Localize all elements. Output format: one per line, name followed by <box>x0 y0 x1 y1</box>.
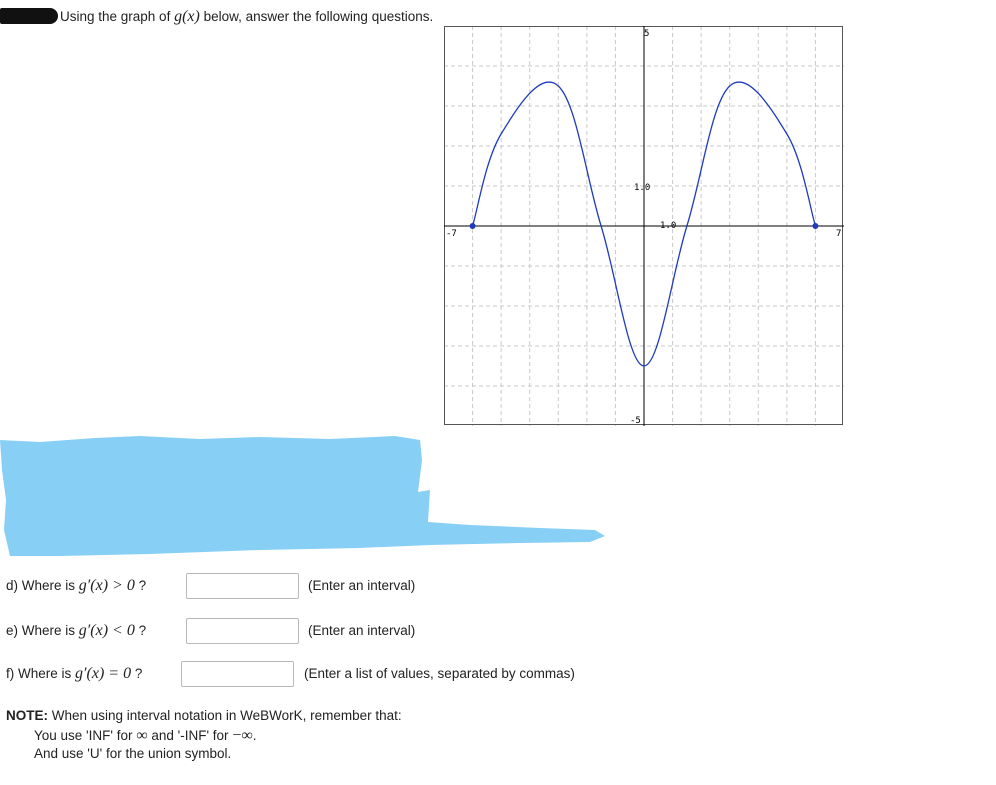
redaction-shape <box>0 436 605 556</box>
question-d-math: g′(x) > 0 <box>78 577 135 594</box>
prompt-function: g(x) <box>174 8 200 25</box>
note-line1-text: When using interval notation in WeBWorK, remember that: <box>48 708 402 723</box>
infinity-symbol: ∞ <box>136 727 148 744</box>
redaction-scribble <box>0 430 610 560</box>
note-line-2 <box>34 727 257 745</box>
question-d-label <box>6 577 146 595</box>
tick-label-x-right: 7 <box>836 229 842 239</box>
neg-infinity-symbol: −∞ <box>232 727 253 744</box>
tick-label-x-unit: 1.0 <box>660 221 677 231</box>
question-d-prefix: d) Where is <box>6 578 79 593</box>
answer-input-f[interactable] <box>181 661 294 687</box>
function-graph <box>444 26 844 426</box>
question-e-suffix: ? <box>134 623 147 638</box>
endpoint-left <box>470 223 476 229</box>
tick-label-y-unit: 1.0 <box>634 183 651 193</box>
answer-input-d[interactable] <box>186 573 299 599</box>
question-d-hint: (Enter an interval) <box>308 578 416 593</box>
note-line-1 <box>6 708 402 723</box>
note-line2-c: . <box>252 728 257 743</box>
question-f-hint: (Enter a list of values, separated by commas) <box>304 666 575 681</box>
redaction-mark-top <box>0 8 58 24</box>
question-d-suffix: ? <box>134 578 147 593</box>
tick-label-x-left: -7 <box>446 229 457 239</box>
note-line2-b: and '-INF' for <box>147 728 233 743</box>
note-line-3: And use 'U' for the union symbol. <box>34 746 232 761</box>
question-f-label <box>6 665 142 683</box>
question-f-suffix: ? <box>131 666 143 681</box>
question-f-prefix: f) Where is <box>6 666 76 681</box>
note-line2-a: You use 'INF' for <box>34 728 137 743</box>
question-e-prefix: e) Where is <box>6 623 79 638</box>
tick-label-y-bottom: -5 <box>630 416 641 426</box>
endpoint-right <box>812 223 818 229</box>
question-e-hint: (Enter an interval) <box>308 623 416 638</box>
prompt-text-before: Using the graph of <box>60 9 175 24</box>
answer-input-e[interactable] <box>186 618 299 644</box>
question-e-label <box>6 622 146 640</box>
question-e-math: g′(x) < 0 <box>78 622 135 639</box>
note-label: NOTE: <box>6 708 48 723</box>
question-f-math: g′(x) = 0 <box>75 665 132 682</box>
tick-label-y-top: 5 <box>644 29 650 39</box>
prompt-text-after: below, answer the following questions. <box>199 9 434 24</box>
prompt-text <box>60 8 433 26</box>
